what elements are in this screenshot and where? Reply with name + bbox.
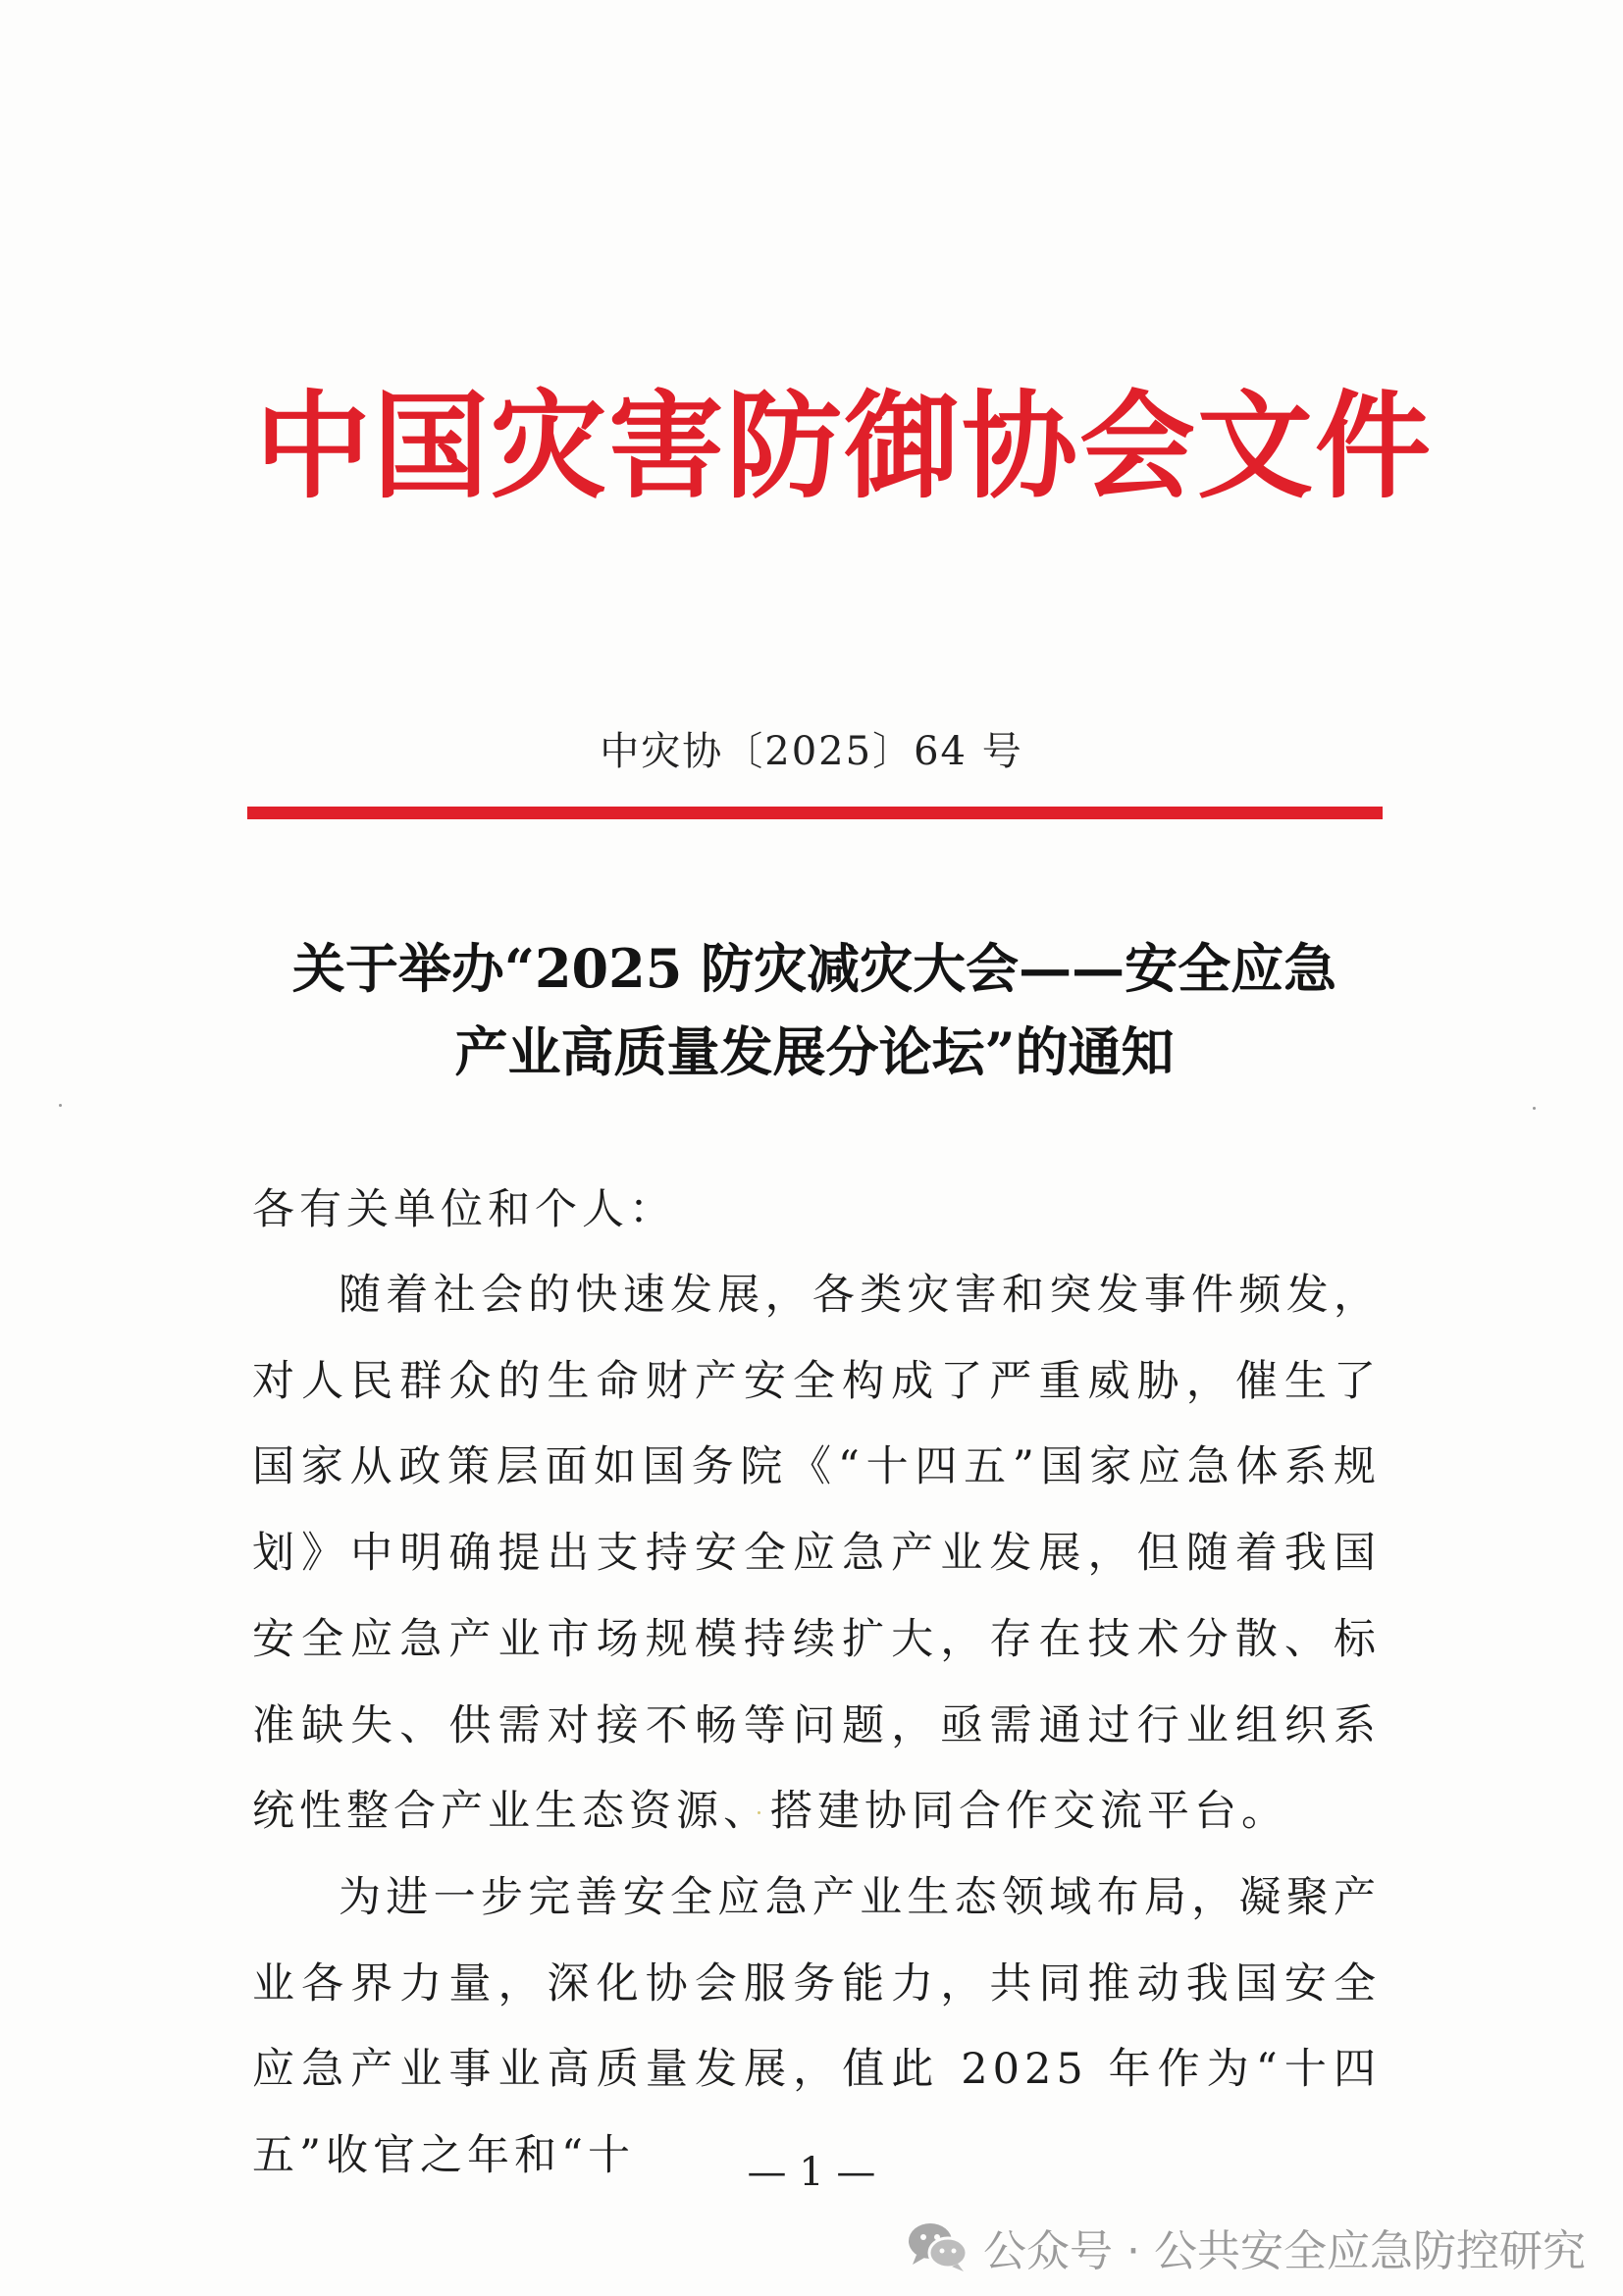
document-number: 中灾协〔2025〕64 号	[600, 729, 1023, 774]
page-number: — 1 —	[747, 2150, 876, 2195]
salutation: 各有关单位和个人：	[252, 1185, 676, 1234]
scan-speck	[59, 1104, 62, 1107]
notice-title-line-2: 产业高质量发展分论坛”的通知	[454, 1020, 1175, 1083]
notice-title	[245, 927, 1384, 1094]
body-paragraph-1: 随着社会的快速发展，各类灾害和突发事件频发，对人民群众的生命财产安全构成了严重威胁，催生了国家从政策层面如国务院《“十四五”国家应急体系规划》中明确提出支持安全应急产业发展，但随着我国安全应急产业市场规模持续扩大，存在技术分散、标准缺失、供需对接不畅等问题，亟需通过行业组织系统性整合产业生态资源、搭建协同合作交流平台。	[252, 1271, 1381, 1837]
wechat-watermark	[907, 2213, 1586, 2281]
document-masthead: 中国灾害防御协会文件	[255, 378, 1434, 514]
scan-speck	[1533, 1107, 1536, 1110]
notice-title-line-1: 关于举办“2025 防灾减灾大会——安全应急	[291, 937, 1337, 1000]
watermark-text: 公众号 · 公共安全应急防控研究	[983, 2226, 1586, 2276]
wechat-icon	[907, 2219, 969, 2274]
body-paragraph-2: 为进一步完善安全应急产业生态领域布局，凝聚产业各界力量，深化协会服务能力，共同推动我国安全应急产业事业高质量发展，值此 2025 年作为“十四五”收官之年和“十	[252, 1873, 1381, 2181]
red-divider-rule	[247, 807, 1383, 819]
